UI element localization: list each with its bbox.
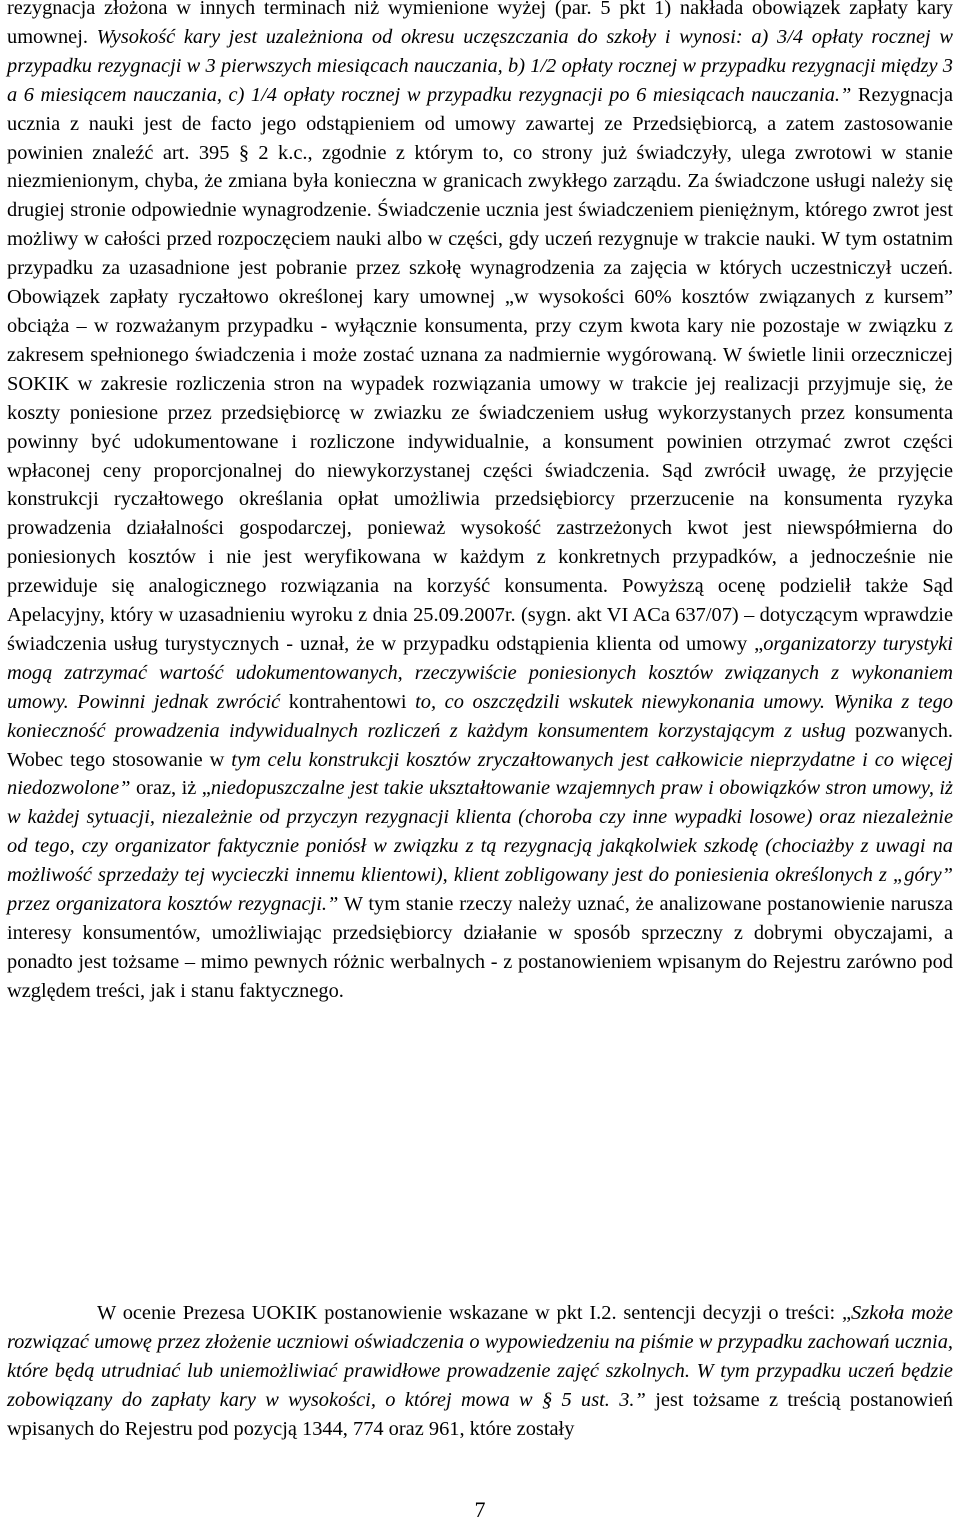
italic-text-segment: to, co oszczędzili wskutek niewykonania umowy. Wynika z tego konieczność prowadzenia indywidualnych rozliczeń z każdym konsumentem korzystającym z usług [7,690,953,742]
italic-text-segment: Szkoła może rozwiązać umowę przez złożenie uczniowi oświadczenia o wypowiedzeniu na piśmie w przypadku zachowań ucznia, które będą utrudniać lub uniemożliwiać prawidłowe prowadzenie zajęć szkolnych. W tym przypadku uczeń będzie zobowiązany do zapłaty kary w wysokości, o której mowa w § 5 ust. 3.” [7,1302,953,1411]
text-segment: pozwanych. Wobec tego stosowanie w [7,719,953,771]
text-segment: W tym stanie rzeczy należy uznać, że analizowane postanowienie narusza interesy konsumentów, umożliwiając przedsiębiorcy działanie w sposób sprzeczny z dobrymi obyczajami, a ponadto jest tożsame – mimo pewnych różnic werbalnych - z postanowieniem wpisanym do Rejestru zarówno pod względem treści, jak i stanu faktycznego. [7,893,953,1002]
text-segment: W ocenie Prezesa UOKIK postanowienie wskazane w pkt I.2. sentencji decyzji o treści: „ [97,1302,852,1324]
paragraph-2 [7,1299,953,1444]
text-segment: rezygnacja złożona w innych terminach niż wymienione wyżej (par. 5 pkt 1) nakłada obowiązek zapłaty kary umownej. [7,0,953,48]
italic-text-segment: niedopuszczalne jest takie ukształtowanie wzajemnych praw i obowiązków stron umowy, iż w każdej sytuacji, niezależnie od przyczyn rezygnacji klienta (choroba czy inne wypadki losowe) oraz niezależnie od tego, czy organizator faktycznie poniósł w związku z tą rezygnacją jakąkolwiek szkodę (chociażby z uwagi na możliwość sprzedaży tej wycieczki innemu klientowi), klient zobligowany jest do poniesienia określonych z „góry” przez organizatora kosztów rezygnacji.” [7,777,953,916]
paragraph-1 [7,0,953,1006]
text-segment: kontrahentowi [288,690,416,713]
text-segment: Rezygnacja ucznia z nauki jest de facto jego odstąpieniem od umowy zawartej ze Przedsiębiorcą, a zatem zastosowanie powinien znaleźć art. 395 § 2 k.c., zgodnie z którym to, co strony już świadczyły, ulega zwrotowi w stanie niezmienionym, chyba, że zmiana była konieczna w granicach zwykłego zarządu. Za świadczone usługi należy się drugiej stronie odpowiednie wynagrodzenie. Świadczenie ucznia jest świadczeniem pieniężnym, którego zwrot jest możliwy w całości przed rozpoczęciem nauki albo w części, gdy uczeń rezygnuje w trakcie nauki. W tym ostatnim przypadku za uzasadnione jest pobranie przez szkołę wynagrodzenia za zajęcia w których uczestniczył uczeń. Obowiązek zapłaty ryczałtowo określonej kary umownej „w wysokości 60% kosztów związanych z kursem” obciąża – w rozważanym przypadku - wyłącznie konsumenta, przy czym kwota kary nie pozostaje w związku z zakresem spełnionego świadczenia i może zostać uznana za nadmiernie wygórowaną. W świetle linii orzeczniczej SOKIK w zakresie rozliczenia stron na wypadek rozwiązania umowy w trakcie jej realizacji przyjmuje się, że koszty poniesione przez przedsiębiorcę w zwiazku ze świadczeniem usług wykorzystanych przez konsumenta powinny być udokumentowane i rozliczone indywidualnie, a konsument powinien otrzymać zwrot części wpłaconej ceny proporcjonalnej do niewykorzystanej części świadczenia. Sąd zwrócił uwagę, że przyjęcie konstrukcji ryczałtowego określania opłat umożliwia przedsiębiorcy przerzucenie na konsumenta ryzyka prowadzenia działalności gospodarczej, ponieważ wysokość zastrzeżonych kwot jest niewspółmierna do poniesionych kosztów i nie jest weryfikowana w każdym z konkretnych przypadków, a jednocześnie nie przewiduje się analogicznego rozwiązania na korzyść konsumenta. Powyższą ocenę podzielił także Sąd Apelacyjny, który w uzasadnieniu wyroku z dnia 25.09.2007r. (sygn. akt VI ACa 637/07) – dotyczącym wprawdzie świadczenia usług turystycznych - uznał, że w przypadku odstąpienia klienta od umowy „ [7,83,954,655]
text-segment: jest tożsame z treścią postanowień wpisanych do Rejestru pod pozycją 1344, 774 oraz 961, które zostały [7,1388,954,1440]
italic-text-segment: organizatorzy turystyki mogą zatrzymać wartość udokumentowanych, rzeczywiście poniesionych kosztów związanych z wykonaniem umowy. Powinni jednak zwrócić [7,632,953,713]
italic-text-segment: Wysokość kary jest uzależniona od okresu uczęszczania do szkoły i wynosi: a) 3/4 opłaty rocznej w przypadku rezygnacji w 3 pierwszych miesiącach nauczania, b) 1/2 opłaty rocznej w przypadku rezygnacji między 3 a 6 miesiącem nauczania, c) 1/4 opłaty rocznej w przypadku rezygnacji po 6 miesiącach nauczania.” [7,25,953,106]
italic-text-segment: tym celu konstrukcji kosztów zryczałtowanych jest całkowicie nieprzydatne i co więcej niedozwolone” [7,748,953,800]
page-number: 7 [474,1497,486,1522]
text-segment: oraz, iż „ [130,777,211,800]
